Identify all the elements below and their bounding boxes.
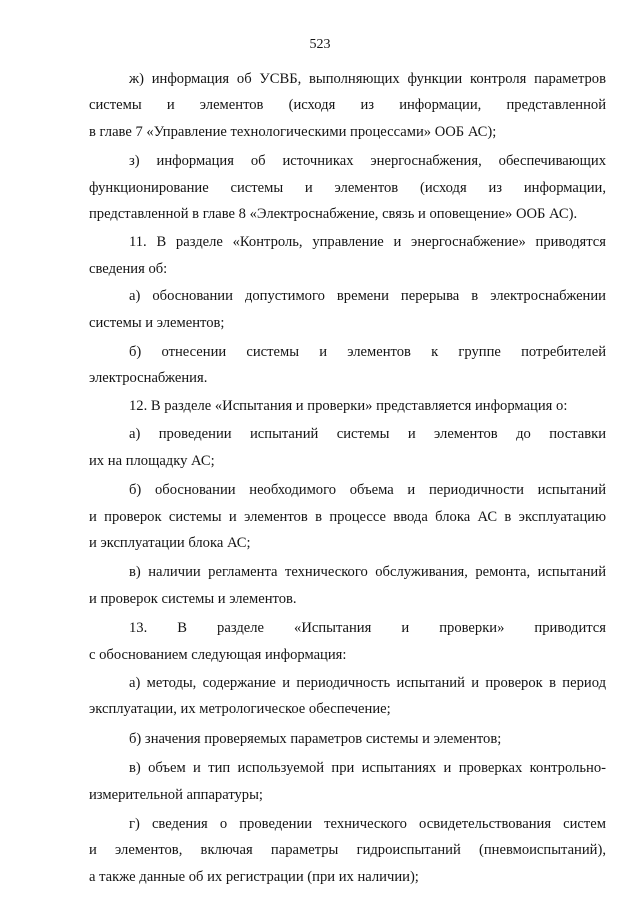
paragraph-13a — [89, 670, 606, 723]
paragraph-12b — [89, 477, 606, 556]
text-line: а) методы, содержание и периодичность испытаний и проверок в период — [129, 674, 606, 691]
paragraph-13g — [89, 811, 606, 890]
text-line: 11. В разделе «Контроль, управление и энергоснабжение» приводятся — [129, 234, 606, 251]
text-line: б) значения проверяемых параметров системы и элементов; — [129, 730, 502, 747]
text-line: 12. В разделе «Испытания и проверки» представляется информация о: — [129, 397, 568, 414]
paragraph-13 — [89, 615, 606, 668]
text-line: эксплуатации, их метрологическое обеспечение; — [89, 701, 391, 718]
text-line: сведения об: — [89, 260, 168, 277]
text-line: б) обосновании необходимого объема и периодичности испытаний — [129, 482, 606, 499]
text-line: а) проведении испытаний системы и элементов до поставки — [129, 426, 606, 443]
text-line: и проверок системы и элементов в процессе ввода блока АС в эксплуатацию — [89, 508, 606, 525]
text-line: системы и элементов (исходя из информации, представленной — [89, 97, 606, 114]
text-line: и элементов, включая параметры гидроиспытаний (пневмоиспытаний), — [89, 842, 606, 859]
text-line: и проверок системы и элементов. — [89, 590, 297, 607]
page-number: 523 — [309, 37, 331, 52]
text-line: в главе 7 «Управление технологическими процессами» ООБ АС); — [89, 123, 497, 140]
text-line: их на площадку АС; — [89, 452, 215, 469]
paragraph-z — [89, 148, 606, 227]
text-line: функционирование системы и элементов (исходя из информации, — [89, 179, 606, 196]
text-line: измерительной аппаратуры; — [89, 786, 263, 803]
paragraph-12 — [89, 393, 606, 419]
text-line: в) объем и тип используемой при испытаниях и проверках контрольно- — [129, 760, 606, 777]
paragraph-zh — [89, 66, 606, 145]
text-line: и эксплуатации блока АС; — [89, 534, 251, 551]
text-line: с обоснованием следующая информация: — [89, 646, 347, 663]
paragraph-12v — [89, 559, 606, 612]
text-line: г) сведения о проведении технического освидетельствования систем — [129, 815, 606, 832]
text-line: в) наличии регламента технического обслуживания, ремонта, испытаний — [129, 564, 606, 581]
paragraph-13v — [89, 755, 606, 808]
text-line: представленной в главе 8 «Электроснабжение, связь и оповещение» ООБ АС). — [89, 206, 578, 223]
text-line: 13. В разделе «Испытания и проверки» приводится — [129, 620, 606, 637]
text-line: а также данные об их регистрации (при их наличии); — [89, 868, 419, 885]
text-line: системы и элементов; — [89, 314, 225, 331]
text-line: а) обосновании допустимого времени перерыва в электроснабжении — [129, 288, 606, 305]
text-line: б) отнесении системы и элементов к группе потребителей — [129, 344, 606, 361]
document-body — [89, 66, 606, 890]
paragraph-12a — [89, 421, 606, 474]
text-line: ж) информация об УСВБ, выполняющих функции контроля параметров — [129, 71, 606, 87]
paragraph-11a — [89, 283, 606, 336]
text-line: з) информация об источниках энергоснабжения, обеспечивающих — [129, 153, 606, 170]
paragraph-11 — [89, 229, 606, 282]
text-line: электроснабжения. — [89, 370, 208, 387]
paragraph-13b — [89, 726, 606, 752]
paragraph-11b — [89, 339, 606, 392]
